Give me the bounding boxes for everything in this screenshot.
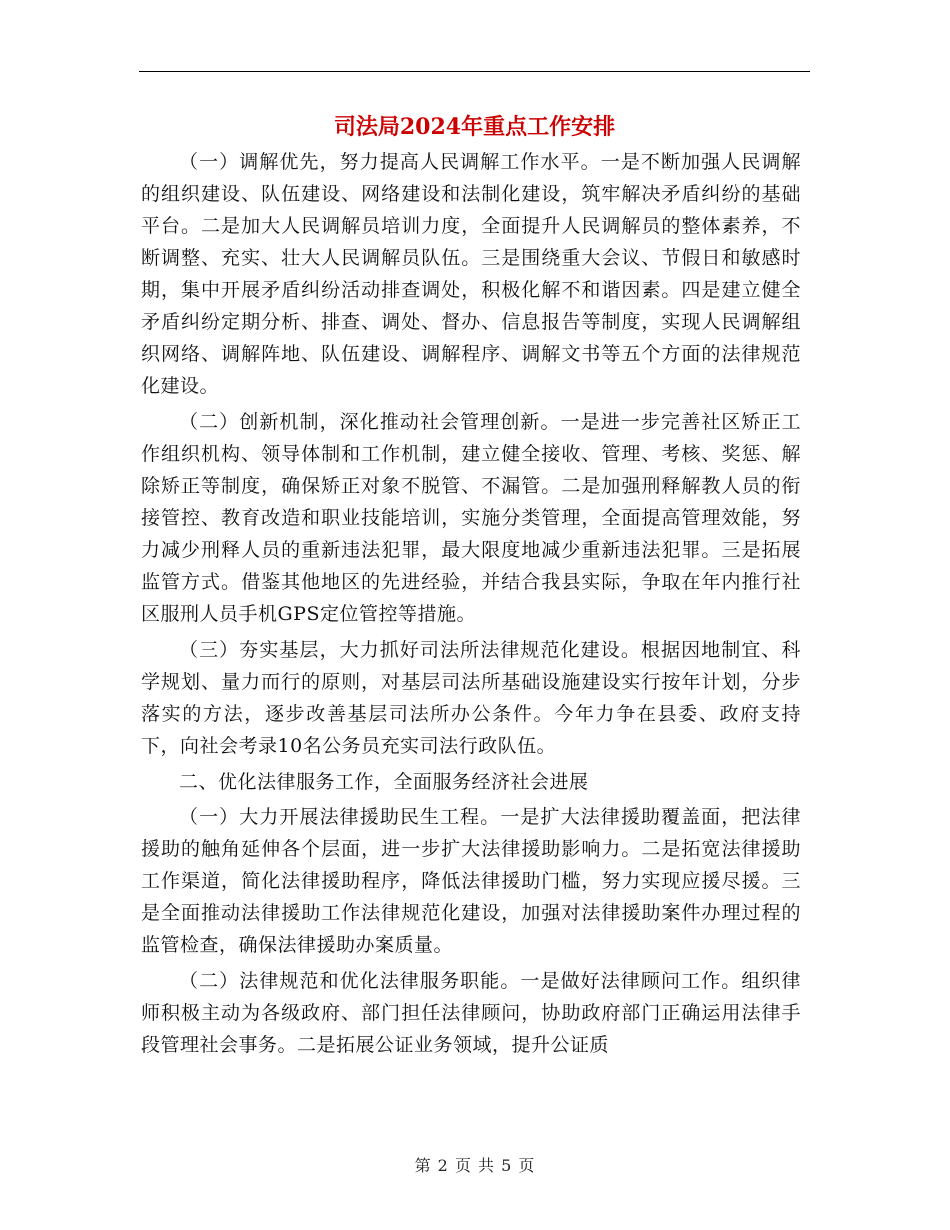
page-footer: 第 2 页 共 5 页	[414, 1156, 536, 1175]
header-rule	[139, 71, 810, 72]
paragraph-mediation: （一）调解优先，努力提高人民调解工作水平。一是不断加强人民调解的组织建设、队伍建设、网络建设和法制化建设，筑牢解决矛盾纠纷的基础平台。二是加大人民调解员培训力度，全面提升人民调解员的整体素养，不断调整、充实、壮大人民调解员队伍。三是围绕重大会议、节假日和敏感时期，集中开展矛盾纠纷活动排查调处，积极化解不和谐因素。四是建立健全矛盾纠纷定期分析、排查、调处、督办、信息报告等制度，实现人民调解组织网络、调解阵地、队伍建设、调解程序、调解文书等五个方面的法律规范化建设。	[141, 151, 801, 397]
paragraph-social-management: （二）创新机制，深化推动社会管理创新。一是进一步完善社区矫正工作组织机构、领导体制和工作机制，建立健全接收、管理、考核、奖惩、解除矫正等制度，确保矫正对象不脱管、不漏管。二是加强刑释解教人员的衔接管控、教育改造和职业技能培训，实施分类管理，全面提高管理效能，努力减少刑释人员的重新违法犯罪，最大限度地减少重新违法犯罪。三是拓展监管方式。借鉴其他地区的先进经验，并结合我县实际，争取在年内推行社区服刑人员手机GPS定位管控等措施。	[141, 411, 801, 625]
document-title: 司法局2024年重点工作安排	[333, 114, 616, 140]
section-heading-legal-services: 二、优化法律服务工作，全面服务经济社会进展	[179, 771, 589, 793]
paragraph-legal-service-functions: （二）法律规范和优化法律服务职能。一是做好法律顾问工作。组织律师积极主动为各级政府、部门担任法律顾问，协助政府部门正确运用法律手段管理社会事务。二是拓展公证业务领域，提升公证质	[141, 970, 801, 1056]
paragraph-legal-aid: （一）大力开展法律援助民生工程。一是扩大法律援助覆盖面，把法律援助的触角延伸各个层面，进一步扩大法律援助影响力。二是拓宽法律援助工作渠道，简化法律援助程序，降低法律援助门槛，努力实现应援尽援。三是全面推动法律援助工作法律规范化建设，加强对法律援助案件办理过程的监管检查，确保法律援助办案质量。	[141, 806, 801, 956]
paragraph-grassroots: （三）夯实基层，大力抓好司法所法律规范化建设。根据因地制宜、科学规划、量力而行的原则，对基层司法所基础设施建设实行按年计划，分步落实的方法，逐步改善基层司法所办公条件。今年力争在县委、政府支持下，向社会考录10名公务员充实司法行政队伍。	[141, 639, 801, 757]
document-body	[141, 146, 801, 1065]
